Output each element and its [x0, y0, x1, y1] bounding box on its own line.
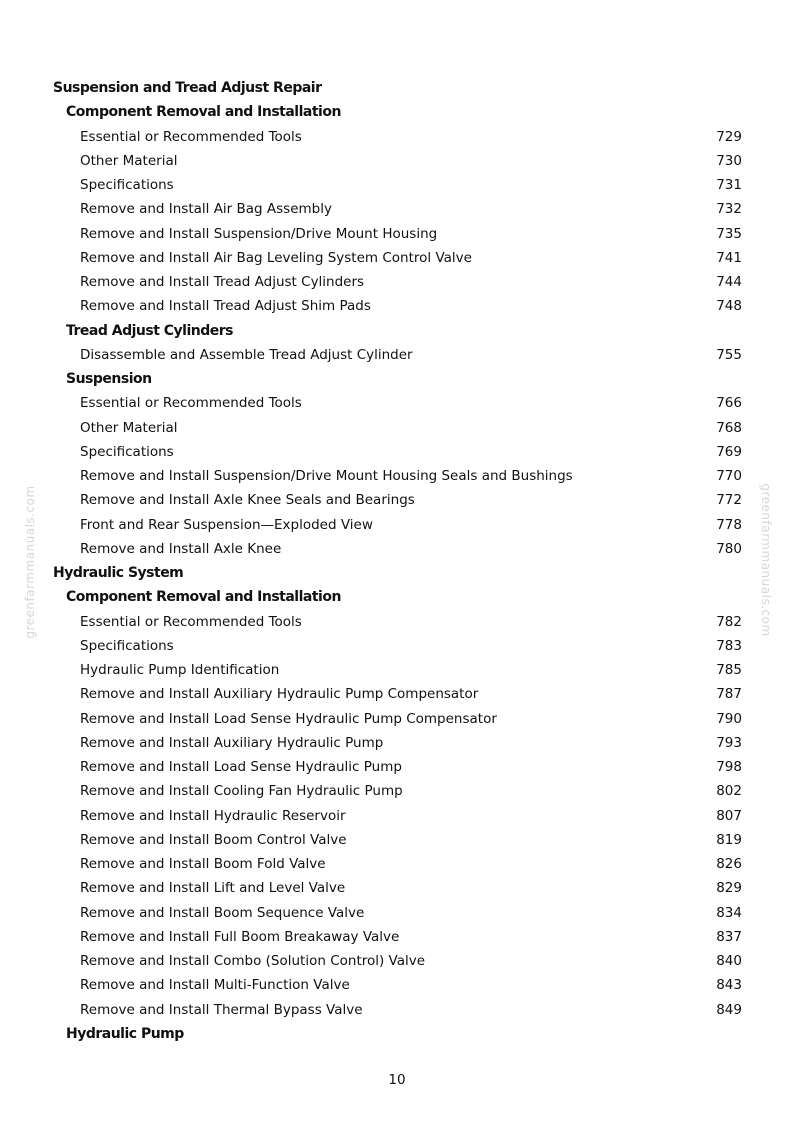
- toc-entry-label: Remove and Install Boom Control Valve: [80, 831, 347, 848]
- toc-entry-label: Essential or Recommended Tools: [80, 613, 302, 630]
- toc-entry[interactable]: [0, 707, 794, 731]
- toc-entry-page: 834: [716, 904, 742, 921]
- toc-entry-page: 819: [716, 831, 742, 848]
- toc-entry-label: Hydraulic Pump Identification: [80, 662, 280, 678]
- toc-entry[interactable]: [0, 925, 794, 949]
- toc-entry-page: 770: [716, 468, 742, 484]
- toc-entry[interactable]: [0, 343, 794, 367]
- table-of-contents: [0, 76, 794, 1046]
- toc-entry[interactable]: [0, 440, 794, 464]
- toc-entry-label: Remove and Install Cooling Fan Hydraulic Pump: [80, 783, 403, 800]
- toc-entry-label: Component Removal and Installation: [66, 104, 341, 121]
- toc-entry-label: Remove and Install Hydraulic Reservoir: [80, 807, 346, 824]
- toc-entry-label: Remove and Install Suspension/Drive Mount Housing: [80, 225, 438, 242]
- toc-entry-page: 778: [716, 516, 742, 533]
- toc-entry-label: Suspension: [66, 371, 152, 387]
- toc-entry[interactable]: [0, 998, 794, 1022]
- toc-entry[interactable]: [0, 149, 794, 173]
- toc-entry-label: Remove and Install Air Bag Assembly: [80, 201, 332, 218]
- toc-entry-label: Remove and Install Auxiliary Hydraulic Pump Compensator: [80, 686, 479, 703]
- toc-entry[interactable]: [0, 973, 794, 997]
- page-number: 10: [388, 1072, 406, 1088]
- toc-entry-page: 785: [716, 662, 742, 678]
- toc-entry[interactable]: [0, 513, 794, 537]
- toc-entry-label: Remove and Install Combo (Solution Control) Valve: [80, 953, 426, 969]
- toc-entry-page: 755: [716, 346, 742, 363]
- toc-entry[interactable]: [0, 804, 794, 828]
- toc-entry-label: Remove and Install Thermal Bypass Valve: [80, 1001, 363, 1018]
- toc-entry-page: 735: [716, 225, 742, 242]
- toc-entry[interactable]: [0, 852, 794, 876]
- toc-entry[interactable]: [0, 610, 794, 634]
- toc-entry[interactable]: [0, 901, 794, 925]
- toc-entry-label: Remove and Install Suspension/Drive Mount Housing Seals and Bushings: [80, 468, 573, 484]
- toc-section-heading: [0, 561, 794, 585]
- toc-entry[interactable]: [0, 173, 794, 197]
- toc-entry-label: Remove and Install Full Boom Breakaway Valve: [80, 928, 400, 945]
- toc-entry-page: 837: [716, 928, 742, 945]
- toc-entry[interactable]: [0, 197, 794, 221]
- toc-entry-label: Essential or Recommended Tools: [80, 395, 302, 412]
- toc-entry-label: Remove and Install Tread Adjust Shim Pads: [80, 298, 371, 315]
- toc-entry-page: 768: [716, 419, 742, 436]
- toc-entry-page: 829: [716, 880, 742, 897]
- toc-entry-page: 840: [716, 953, 742, 969]
- toc-entry-page: 849: [716, 1001, 742, 1018]
- toc-entry-label: Front and Rear Suspension—Exploded View: [80, 516, 373, 533]
- toc-entry[interactable]: [0, 731, 794, 755]
- toc-entry[interactable]: [0, 488, 794, 512]
- toc-entry-page: 744: [716, 274, 742, 290]
- toc-entry-page: 769: [716, 443, 742, 460]
- watermark-left: greenfarmmanuals.com: [23, 485, 37, 639]
- toc-entry-page: 780: [716, 540, 742, 557]
- toc-entry-label: Hydraulic Pump: [66, 1025, 184, 1042]
- toc-entry-page: 790: [716, 710, 742, 727]
- toc-entry[interactable]: [0, 294, 794, 318]
- toc-entry-label: Remove and Install Air Bag Leveling System Control Valve: [80, 249, 472, 266]
- toc-entry[interactable]: [0, 464, 794, 488]
- toc-entry-label: Remove and Install Multi-Function Valve: [80, 977, 350, 994]
- toc-entry-label: Remove and Install Tread Adjust Cylinders: [80, 274, 365, 290]
- toc-entry-label: Specifications: [80, 177, 174, 193]
- toc-entry[interactable]: [0, 634, 794, 658]
- toc-subsection-heading: [0, 1022, 794, 1046]
- toc-subsection-heading: [0, 100, 794, 124]
- toc-entry[interactable]: [0, 246, 794, 270]
- toc-section-heading: [0, 76, 794, 100]
- toc-entry[interactable]: [0, 755, 794, 779]
- toc-entry-label: Remove and Install Boom Sequence Valve: [80, 904, 365, 921]
- toc-entry[interactable]: [0, 876, 794, 900]
- toc-entry-page: 807: [716, 807, 742, 824]
- toc-entry-page: 748: [716, 298, 742, 315]
- toc-entry-page: 826: [716, 856, 742, 872]
- toc-entry-label: Remove and Install Axle Knee: [80, 540, 282, 557]
- toc-entry-label: Other Material: [80, 419, 178, 436]
- toc-entry[interactable]: [0, 391, 794, 415]
- toc-entry-label: Remove and Install Axle Knee Seals and Bearings: [80, 492, 415, 509]
- toc-entry-label: Remove and Install Lift and Level Valve: [80, 880, 346, 897]
- toc-entry-page: 731: [716, 177, 742, 193]
- toc-entry-label: Remove and Install Boom Fold Valve: [80, 856, 326, 872]
- toc-entry-page: 766: [716, 395, 742, 412]
- toc-subsection-heading: [0, 367, 794, 391]
- toc-entry-page: 741: [716, 249, 742, 266]
- toc-entry-label: Remove and Install Auxiliary Hydraulic Pump: [80, 734, 384, 751]
- toc-entry-label: Other Material: [80, 152, 178, 169]
- toc-entry-label: Essential or Recommended Tools: [80, 128, 302, 145]
- toc-entry-page: 782: [716, 613, 742, 630]
- toc-entry[interactable]: [0, 828, 794, 852]
- toc-entry-label: Component Removal and Installation: [66, 589, 341, 606]
- toc-entry-label: Remove and Install Load Sense Hydraulic Pump: [80, 759, 402, 775]
- toc-entry-page: 793: [716, 734, 742, 751]
- toc-entry-label: Remove and Install Load Sense Hydraulic Pump Compensator: [80, 710, 497, 727]
- toc-entry-label: Specifications: [80, 637, 174, 654]
- toc-entry[interactable]: [0, 682, 794, 706]
- toc-entry-label: Suspension and Tread Adjust Repair: [53, 80, 322, 96]
- toc-entry[interactable]: [0, 658, 794, 682]
- toc-entry[interactable]: [0, 222, 794, 246]
- toc-entry[interactable]: [0, 270, 794, 294]
- toc-entry-page: 783: [716, 637, 742, 654]
- toc-entry[interactable]: [0, 537, 794, 561]
- toc-entry[interactable]: [0, 125, 794, 149]
- toc-entry-label: Tread Adjust Cylinders: [66, 322, 233, 339]
- toc-entry[interactable]: [0, 949, 794, 973]
- toc-subsection-heading: [0, 319, 794, 343]
- toc-entry-page: 730: [716, 152, 742, 169]
- toc-subsection-heading: [0, 585, 794, 609]
- watermark-right: greenfarmmanuals.com: [759, 483, 773, 637]
- toc-entry-page: 732: [716, 201, 742, 218]
- toc-entry-label: Disassemble and Assemble Tread Adjust Cylinder: [80, 346, 413, 363]
- toc-entry[interactable]: [0, 416, 794, 440]
- toc-entry-label: Specifications: [80, 443, 174, 460]
- toc-entry-page: 772: [716, 492, 742, 509]
- toc-entry-page: 798: [716, 759, 742, 775]
- toc-entry[interactable]: [0, 779, 794, 803]
- toc-entry-page: 787: [716, 686, 742, 703]
- toc-entry-page: 729: [716, 128, 742, 145]
- toc-entry-label: Hydraulic System: [53, 565, 184, 581]
- toc-entry-page: 843: [716, 977, 742, 994]
- toc-entry-page: 802: [716, 783, 742, 800]
